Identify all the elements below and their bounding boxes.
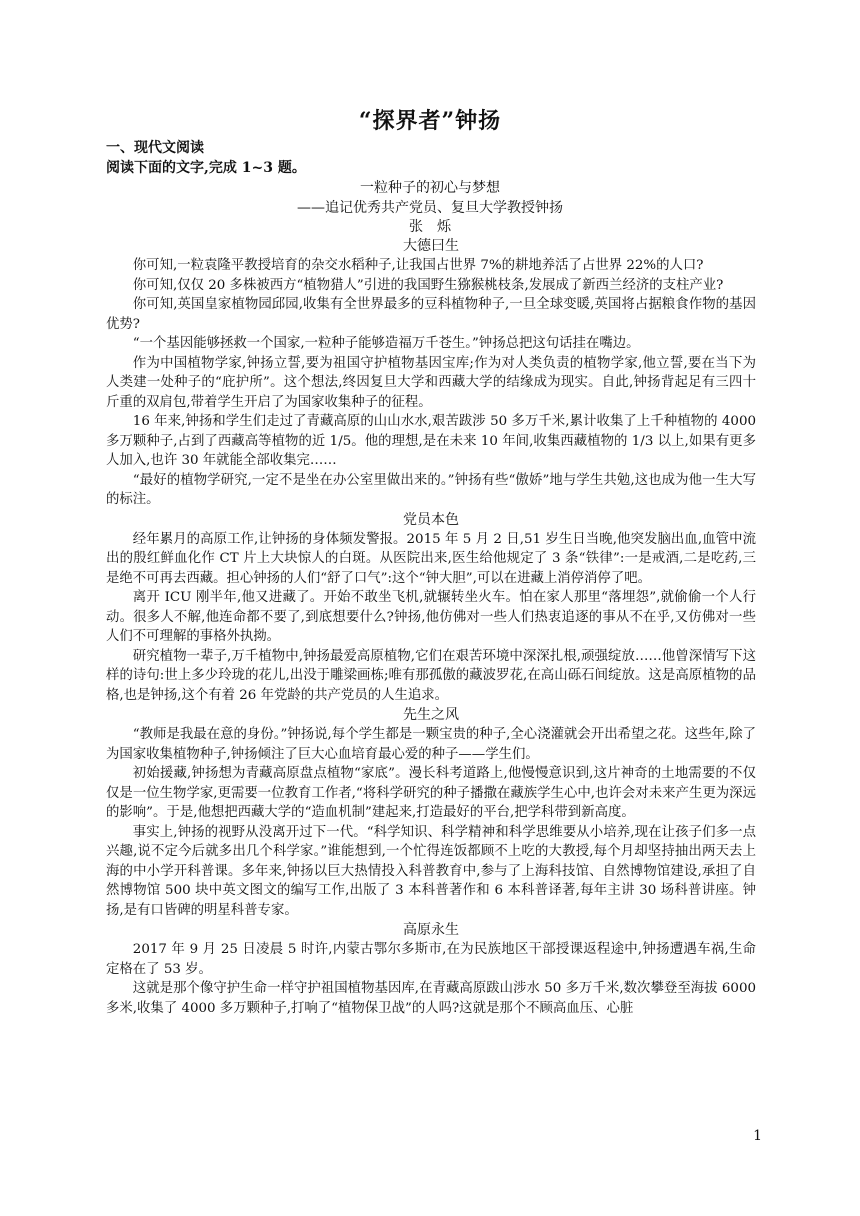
article-paragraph: 这就是那个像守护生命一样守护祖国植物基因库,在青藏高原跋山涉水 50 多万千米,数次攀登至海拔 6000 多米,收集了 4000 多万颗种子,打响了“植物保卫战”的人吗?这就是那个不顾高血压、心脏 <box>106 981 756 1016</box>
article-paragraph: 研究植物一辈子,万千植物中,钟扬最爱高原植物,它们在艰苦环境中深深扎根,顽强绽放……他曾深情写下这样的诗句:世上多少玲珑的花儿,出没于雕梁画栋;唯有那孤傲的藏波罗花,在高山砾石间绽放。这是高原植物的品格,也是钟扬,这个有着 26 年党龄的共产党员的人生追求。 <box>106 648 756 703</box>
article-paragraph: “教师是我最在意的身份。”钟扬说,每个学生都是一颗宝贵的种子,全心浇灌就会开出希望之花。这些年,除了为国家收集植物种子,钟扬倾注了巨大心血培育最心爱的种子——学生们。 <box>106 727 756 762</box>
article-paragraph: 作为中国植物学家,钟扬立誓,要为祖国守护植物基因宝库;作为对人类负责的植物学家,他立誓,要在当下为人类建一处种子的“庇护所”。这个想法,终因复旦大学和西藏大学的结缘成为现实。自此,钟扬背起足有三四十斤重的双肩包,带着学生开启了为国家收集种子的征程。 <box>106 355 756 410</box>
article-paragraph: 初始援藏,钟扬想为青藏高原盘点植物“家底”。漫长科考道路上,他慢慢意识到,这片神奇的土地需要的不仅仅是一位生物学家,更需要一位教育工作者,“将科学研究的种子播撒在藏族学生心中,也许会对未来产生更为深远的影响”。于是,他想把西藏大学的“造血机制”建起来,打造最好的平台,把学科带到新高度。 <box>106 766 756 820</box>
article-paragraph: 离开 ICU 刚半年,他又进藏了。开始不敢坐飞机,就辗转坐火车。怕在家人那里“落埋怨”,就偷偷一个人行动。很多人不解,他连命都不要了,到底想要什么?钟扬,他仿佛对一些人们热衷追逐的事从不在乎,又仿佛对一些人们不可理解的事格外执拗。 <box>106 590 756 644</box>
page-number: 1 <box>753 1128 762 1144</box>
article-paragraph: “最好的植物学研究,一定不是坐在办公室里做出来的。”钟扬有些“傲娇”地与学生共勉,这也成为他一生大写的标注。 <box>106 472 756 507</box>
instruction-text: 阅读下面的文字,完成 1~3 题。 <box>106 160 306 176</box>
page-title: “探界者”钟扬 <box>358 108 502 134</box>
article-paragraph: 16 年来,钟扬和学生们走过了青藏高原的山山水水,艰苦跋涉 50 多万千米,累计收集了上千种植物的 4000 多万颗种子,占到了西藏高等植物的近 1/5。他的理想,是在未来 10 年间,收集西藏植物的 1/3 以上,如果有更多人加入,也许 30 年就能全部收集完…… <box>106 414 756 468</box>
article-subtitle: ——追记优秀共产党员、复旦大学教授钟扬 <box>297 200 563 216</box>
article-paragraph: 事实上,钟扬的视野从没离开过下一代。“科学知识、科学精神和科学思维要从小培养,现在让孩子们多一点兴趣,说不定今后就多出几个科学家。”谁能想到,一个忙得连饭都顾不上吃的大教授,每个月却坚持抽出两天去上海的中小学开科普课。多年来,钟扬以巨大热情投入科普教育中,参与了上海科技馆、自然博物馆建设,承担了自然博物馆 500 块中英文图文的编写工作,出版了 3 本科普著作和 6 本科普译著,每年主讲 30 场科普讲座。钟扬,是有口皆碑的明星科普专家。 <box>106 824 756 918</box>
article-body <box>106 236 756 1018</box>
article-paragraph: 2017 年 9 月 25 日凌晨 5 时许,内蒙古鄂尔多斯市,在为民族地区干部授课返程途中,钟扬遭遇车祸,生命定格在了 53 岁。 <box>106 942 756 977</box>
article-paragraph: 你可知,一粒袁隆平教授培育的杂交水稻种子,让我国占世界 7%的耕地养活了占世界 22%的人口? <box>132 258 704 273</box>
section-subheading: 先生之风 <box>403 707 459 723</box>
section-subheading: 高原永生 <box>403 922 459 938</box>
article-paragraph: “一个基因能够拯救一个国家,一粒种子能够造福万千苍生。”钟扬总把这句话挂在嘴边。 <box>132 336 640 351</box>
article-title: 一粒种子的初心与梦想 <box>360 180 500 196</box>
article-paragraph: 你可知,英国皇家植物园邱园,收集有全世界最多的豆科植物种子,一旦全球变暖,英国将占据粮食作物的基因优势? <box>106 297 756 332</box>
article-paragraph: 经年累月的高原工作,让钟扬的身体频发警报。2015 年 5 月 2 日,51 岁生日当晚,他突发脑出血,血管中流出的殷红鲜血化作 CT 片上大块惊人的白斑。从医院出来,医生给他规定了 3 条“铁律”:一是戒酒,二是吃药,三是绝不可再去西藏。担心钟扬的人们“舒了口气”:这个“钟大胆”,可以在进藏上消停消停了吧。 <box>106 531 756 586</box>
article-paragraph: 你可知,仅仅 20 多株被西方“植物猎人”引进的我国野生猕猴桃枝条,发展成了新西兰经济的支柱产业? <box>132 277 724 293</box>
article-author: 张 烁 <box>409 219 451 235</box>
section-subheading: 大德曰生 <box>403 238 459 254</box>
section-subheading: 党员本色 <box>403 511 459 528</box>
section-heading: 一、现代文阅读 <box>106 140 204 156</box>
